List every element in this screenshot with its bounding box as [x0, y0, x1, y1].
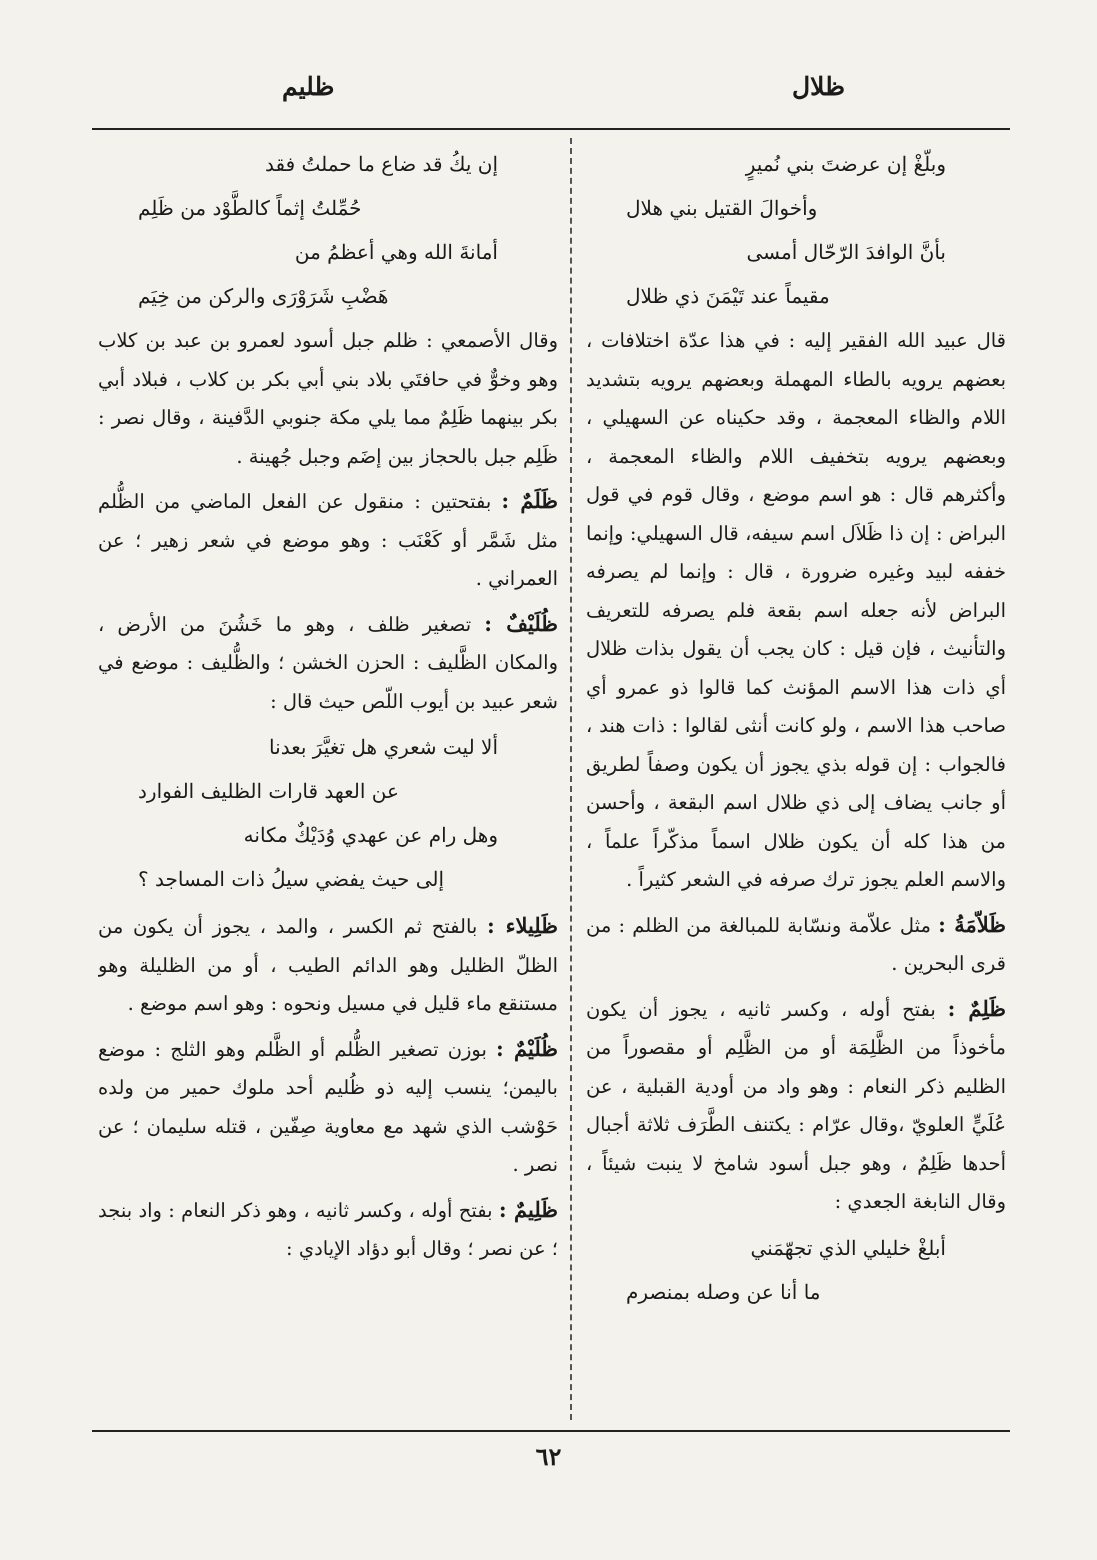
paragraph: قال عبيد الله الفقير إليه : في هذا عدّة اختلافات ، بعضهم يرويه بالطاء المهملة وبعضهم يرويه بتشديد اللام والظاء المعجمة ، وقد حكيناه عن السهيلي ، وبعضهم يرويه بتخفيف اللام والظاء المعجمة ، وأكثرهم قال : هو اسم موضع ، وقال قوم في قول البراض : إن ذا ظَلاَل اسم سيفه، قال السهيلي: وإنما خففه لبيد وغيره ضرورة ، قال : وإنما لم يصرفه البراض لأنه جعله اسم بقعة فلم يصرفه للتعريف والتأنيث ، فإن قيل : كان يجب أن يقول بذات ظلال أي ذات هذا الاسم المؤنث كما قالوا ذو عمرو أي صاحب هذا الاسم ، ولو كانت أنثى لقالوا : ذات هند ، فالجواب : إن قوله بذي يجوز أن يكون وصفاً لطريق أو جانب يضاف إلى ذي ظلال اسم البقعة ، وأحسن من هذا كله أن يكون ظلال اسماً مذكّراً علماً ، والاسم العلم يجوز ترك صرفه في الشعر كثيراً . — [586, 329, 1006, 891]
paragraph: وقال الأصمعي : ظلم جبل أسود لعمرو بن عبد بن كلاب وهو وخوٌّ في حافتَي بلاد بني أبي بكر بن كلاب ، فبلاد أبي بكر بينهما ظَلِمٌ مما يلي مكة جنوبي الدَّفينة ، وقال نصر : ظَلِم جبل بالحجاز بين إضَم وجبل جُهينة . — [98, 329, 558, 468]
entry — [586, 990, 1006, 1222]
entry-headword: ظَلِيلاء : — [487, 913, 558, 938]
entry-headword: ظَلَمٌ : — [501, 488, 558, 513]
entry-headword: ظُلَيْمٌ : — [496, 1035, 558, 1061]
entry — [98, 1191, 558, 1269]
running-head-left: ظليم — [282, 72, 335, 101]
verse-line: إلى حيث يفضي سيلُ ذات المساجد ؟ — [138, 867, 445, 891]
verse-line: ما أنا عن وصله بمنصرم — [626, 1279, 821, 1304]
entry-body: مثل علاّمة ونسّابة للمبالغة من الظلم : من قرى البحرين . — [586, 913, 1006, 975]
entry-headword: ظَلِمٌ : — [947, 995, 1006, 1021]
entry-body: بفتح أوله ، وكسر ثانيه ، وهو ذكر النعام : واد بنجد ؛ عن نصر ؛ وقال أبو دؤاد الإيادي : — [98, 1198, 558, 1260]
verse-block — [98, 725, 558, 901]
verse-block — [586, 142, 1006, 318]
top-rule — [92, 128, 1010, 130]
verse-line: وهل رام عن عهدي وُدَيْكٌ مكانه — [243, 823, 498, 847]
verse-line: أمانةَ الله وهي أعظمُ من — [294, 240, 498, 264]
entry-headword: ظَلِيمٌ : — [498, 1196, 558, 1222]
verse-line: إن يكُ قد ضاع ما حملتُ فقد — [264, 152, 498, 176]
entry-body: بوزن تصغير الظُّلم أو الظَّلم وهو الثلج : موضع باليمن؛ ينسب إليه ذو ظُليم أحد ملوك حمير من ولده حَوْشب الذي شهد مع معاوية صِفّين ، قتله سليمان ؛ عن نصر . — [98, 1037, 558, 1176]
verse-line: بأنَّ الوافدَ الرّحّال أمسى — [746, 240, 946, 264]
entry-body: بفتح أوله ، وكسر ثانيه ، يجوز أن يكون مأخوذاً من الظَّلِمَة أو من الظَّلِم أو مقصوراً من الظليم ذكر النعام : وهو واد من أودية القبلية ، عن عُلَيٍّ العلويّ ،وقال عرّام : يكتنف الطَّرَف ثلاثة أجبال أحدها ظَلِمٌ ، وهو جبل أسود شامخ لا ينبت شيئاً ، وقال النابغة الجعدي : — [586, 997, 1006, 1213]
verse-line: أبلغْ خليلي الذي تجهّمَني — [750, 1235, 946, 1260]
running-head-right: ظلال — [792, 72, 845, 101]
entry-headword: ظُلَيْفٌ : — [484, 610, 558, 636]
verse-line: مقيماً عند تَيْمَنَ ذي ظلال — [626, 284, 830, 308]
verse-block — [98, 142, 558, 318]
entry — [586, 906, 1006, 984]
entry — [98, 482, 558, 599]
right-column — [586, 138, 1006, 1420]
entry — [98, 605, 558, 722]
column-separator — [570, 138, 572, 1420]
bottom-rule — [92, 1430, 1010, 1432]
left-column — [98, 138, 558, 1420]
verse-line: عن العهد قارات الظليف الفوارد — [138, 779, 399, 803]
entry — [98, 1030, 558, 1185]
verse-line: هَضْبِ شَرَوْرَى والركن من خِيَم — [138, 284, 389, 308]
entry-body: تصغير ظلف ، وهو ما خَشُنَ من الأرض ، والمكان الظَّليف : الحزن الخشن ؛ والظُّليف : موضع في شعر عبيد بن أيوب اللّص حيث قال : — [98, 612, 558, 713]
verse-block — [586, 1226, 1006, 1314]
page-number: ٦٢ — [535, 1442, 562, 1471]
verse-line: وبلّغْ إن عرضتَ بني نُميرٍ — [745, 152, 946, 176]
entry-body: بفتحتين : منقول عن الفعل الماضي من الظُّلم مثل شَمَّر أو كَعْنَب : وهو موضع في شعر زهير ؛ عن العمراني . — [98, 490, 558, 590]
verse-line: وأخوالَ القتيل بني هلال — [626, 196, 818, 220]
verse-line: حُمِّلتُ إثماً كالطَّوْد من ظَلِم — [138, 196, 362, 220]
entry-body: بالفتح ثم الكسر ، والمد ، يجوز أن يكون من الظلّ الظليل وهو الدائم الطيب ، أو من الظليلة وهو مستنقع ماء قليل في مسيل ونحوه : وهو اسم موضع . — [98, 915, 558, 1015]
entry-headword: ظَلاّمَةُ : — [938, 911, 1006, 937]
verse-line: ألا ليت شعري هل تغيَّرَ بعدنا — [269, 735, 498, 759]
entry — [98, 907, 558, 1024]
